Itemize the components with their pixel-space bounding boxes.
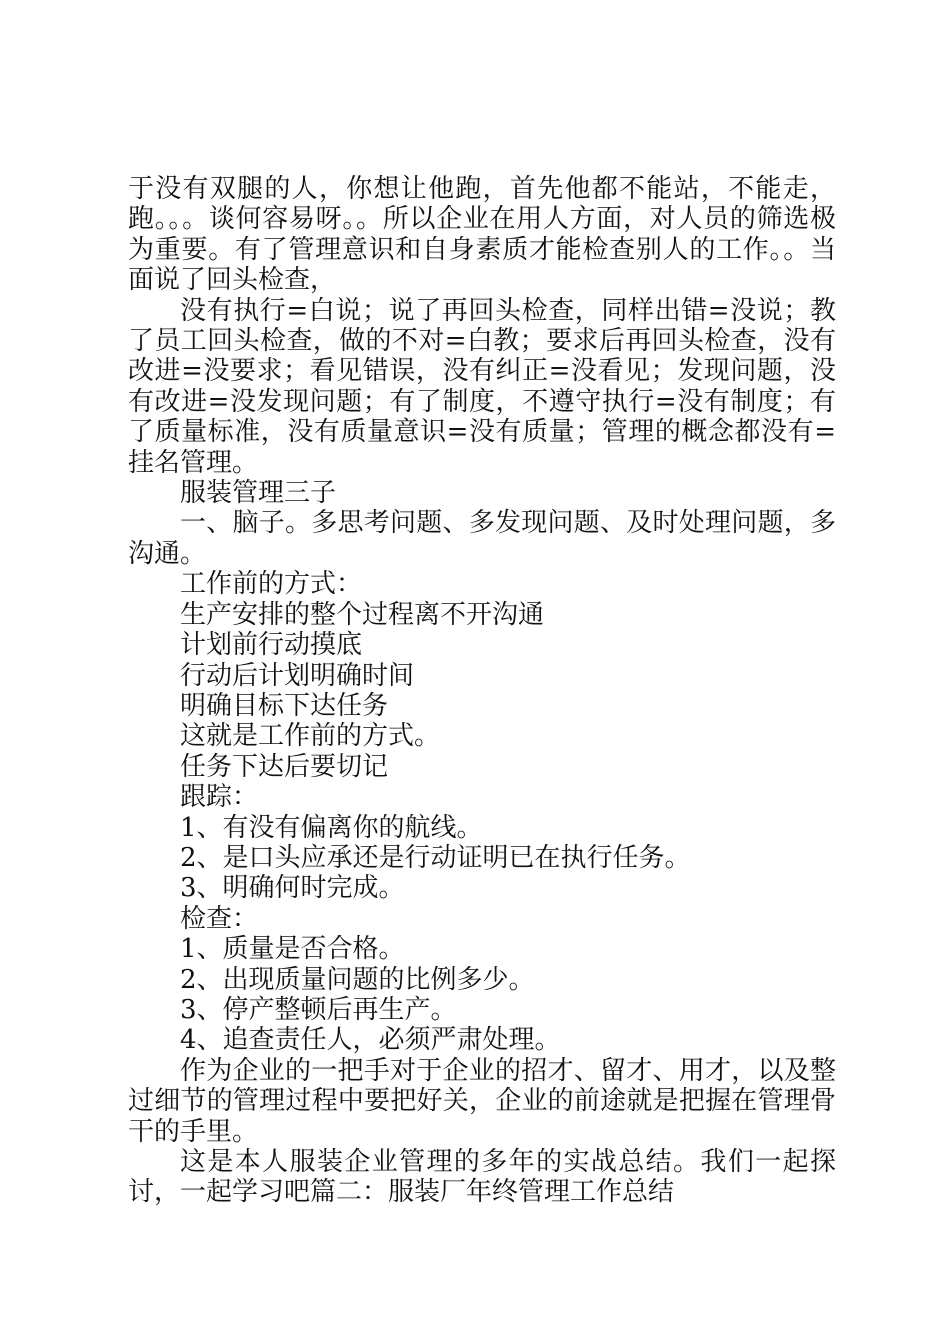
- paragraph: 作为企业的一把手对于企业的招才、留才、用才，以及整过细节的管理过程中要把好关，企业的前途就是把握在管理骨干的手里。: [128, 1055, 836, 1147]
- list-item: 检查：: [180, 903, 259, 934]
- paragraph: 没有执行=白说；说了再回头检查，同样出错=没说；教了员工回头检查，做的不对=白教；要求后再回头检查，没有改进=没要求；看见错误，没有纠正=没看见；发现问题，没有改进=没发现问题；有了制度，不遵守执行=没有制度；有了质量标准，没有质量意识=没有质量；管理的概念都没有=挂名管理。: [128, 295, 836, 478]
- list-item: 计划前行动摸底: [180, 630, 363, 661]
- list-item: 工作前的方式：: [180, 569, 363, 600]
- list-item: 行动后计划明确时间: [180, 660, 415, 691]
- list-item: 生产安排的整个过程离不开沟通: [180, 599, 545, 630]
- section-heading: 服装管理三子: [180, 478, 337, 509]
- paragraph: 这是本人服装企业管理的多年的实战总结。我们一起探讨，一起学习吧篇二：服装厂年终管理工作总结: [128, 1147, 836, 1208]
- list-item: 1、质量是否合格。: [180, 934, 405, 965]
- list-item: 3、明确何时完成。: [180, 873, 405, 904]
- list-item: 1、有没有偏离你的航线。: [180, 812, 483, 843]
- list-item: 4、追查责任人，必须严肃处理。: [180, 1025, 561, 1056]
- list-item: 2、是口头应承还是行动证明已在执行任务。: [180, 842, 691, 873]
- list-item: 这就是工作前的方式。: [180, 721, 441, 752]
- list-item: 3、停产整顿后再生产。: [180, 994, 457, 1025]
- paragraph: 于没有双腿的人，你想让他跑，首先他都不能站，不能走，跑。。。谈何容易呀。。所以企业在用人方面，对人员的筛选极为重要。有了管理意识和自身素质才能检查别人的工作。。当面说了回头检查，: [128, 174, 836, 296]
- document-body: [128, 174, 836, 1208]
- list-item: 明确目标下达任务: [180, 690, 389, 721]
- list-item: 2、出现质量问题的比例多少。: [180, 964, 535, 995]
- paragraph: 一、脑子。多思考问题、多发现问题、及时处理问题，多沟通。: [128, 508, 836, 569]
- list-item: 任务下达后要切记: [180, 751, 389, 782]
- list-item: 跟踪：: [180, 782, 259, 813]
